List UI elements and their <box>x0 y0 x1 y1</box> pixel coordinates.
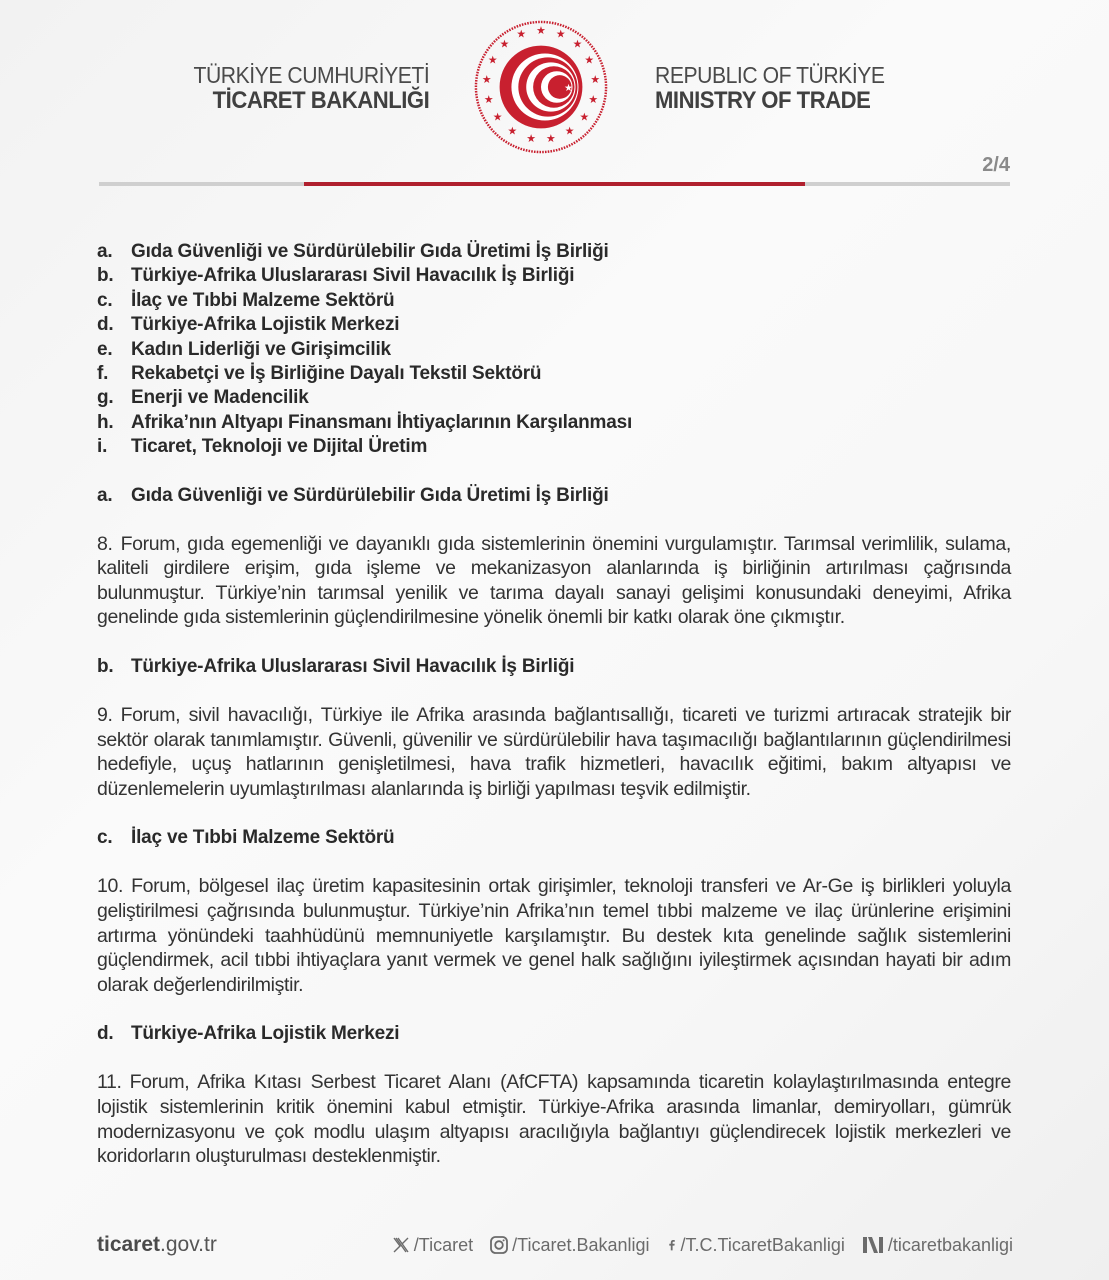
social-link-instagram[interactable]: /Ticaret.Bakanligi <box>489 1235 649 1256</box>
section-heading: a. Gıda Güvenliği ve Sürdürülebilir Gıda Üretimi İş Birliği <box>97 484 609 506</box>
topic-label: Türkiye-Afrika Uluslararası Sivil Havacılık İş Birliği <box>131 265 575 287</box>
svg-text:★: ★ <box>499 37 510 51</box>
paragraph-number: 9. <box>97 704 113 727</box>
svg-text:★: ★ <box>590 73 601 87</box>
section-heading: b. Türkiye-Afrika Uluslararası Sivil Havacılık İş Birliği <box>97 656 575 678</box>
page-progress-bar <box>99 182 1010 186</box>
topic-item: c. İlaç ve Tıbbi Malzeme Sektörü <box>97 289 1011 313</box>
section-paragraph: 10. Forum, bölgesel ilaç üretim kapasitesinin ortak girişimler, teknoloji transferi ve Ar-Ge iş birlikleri yoluyla geliştirilmesi çağrısında bulunmuştur. Türkiye’nin Afrika’nın temel tıbbi malzeme ve ilaç ürünlerine erişimini artırma yönündeki taahhüdünü memnuniyetle karşılamıştır. Bu destek kıta genelinde sağlık sistemlerini güçlendirmek, acil tıbbi ihtiyaçlara yanıt vermek ve genel halk sağlığını iyileştirmek açısından hayati bir adım olarak değerlendirilmiştir. <box>97 875 1011 996</box>
topic-item: d. Türkiye-Afrika Lojistik Merkezi <box>97 313 1011 337</box>
svg-text:★: ★ <box>492 110 503 124</box>
section-heading: d. Türkiye-Afrika Lojistik Merkezi <box>97 1023 400 1045</box>
svg-text:★: ★ <box>487 53 498 67</box>
svg-text:★: ★ <box>545 132 556 146</box>
section-logistics-hub <box>97 1022 1011 1168</box>
section-paragraph: 11. Forum, Afrika Kıtası Serbest Ticaret Alanı (AfCFTA) kapsamında ticaretin kolaylaştırılmasında entegre lojistik sistemlerinin kritik önemini kabul etmiştir. Türkiye-Afrika arasında limanlar, demiryolları, gümrük modernizasyonu ve çok modlu ulaşım altyapısı aracılığıyla bağlantıyı güçlendirecek lojistik merkezleri ve koridorların oluşturulması desteklenmiştir. <box>97 1071 1011 1168</box>
svg-text:★: ★ <box>507 124 518 138</box>
topic-item: i. Ticaret, Teknoloji ve Dijital Üretim <box>97 435 1011 459</box>
paragraph-number: 10. <box>97 875 124 898</box>
svg-text:★: ★ <box>483 92 494 106</box>
topic-item: f. Rekabetçi ve İş Birliğine Dayalı Tekstil Sektörü <box>97 362 1011 386</box>
x-twitter-icon <box>391 1235 411 1255</box>
svg-text:★: ★ <box>555 27 566 41</box>
svg-text:★: ★ <box>584 53 595 67</box>
page-header <box>0 0 1109 200</box>
svg-text:★: ★ <box>572 37 583 51</box>
social-links <box>391 1235 1013 1256</box>
svg-text:★: ★ <box>536 23 546 37</box>
section-heading: c. İlaç ve Tıbbi Malzeme Sektörü <box>97 827 395 849</box>
header-left-line2: TİCARET BAKANLIĞI <box>212 87 429 114</box>
svg-text:★: ★ <box>579 110 590 124</box>
section-civil-aviation <box>97 655 1011 801</box>
facebook-icon <box>666 1235 678 1255</box>
topic-label: Ticaret, Teknoloji ve Dijital Üretim <box>131 436 428 458</box>
topic-label: Gıda Güvenliği ve Sürdürülebilir Gıda Üretimi İş Birliği <box>131 241 609 262</box>
website-link[interactable]: ticaret.gov.tr <box>97 1233 217 1256</box>
topic-label: Kadın Liderliği ve Girişimcilik <box>131 338 391 360</box>
svg-text:★: ★ <box>588 92 599 106</box>
social-link-facebook[interactable]: /T.C.TicaretBakanligi <box>666 1235 845 1256</box>
topic-label: Türkiye-Afrika Lojistik Merkezi <box>131 314 400 336</box>
topic-label: Enerji ve Madencilik <box>131 387 309 409</box>
paragraph-number: 11. <box>97 1071 122 1094</box>
section-paragraph: 8. Forum, gıda egemenliği ve dayanıklı gıda sistemlerinin önemini vurgulamıştır. Tarımsal verimlilik, sulama, kaliteli girdilere erişim, gıda işleme ve mekanizasyon alanlarında iş birliğinin artırılması çağrısında bulunmuştur. Türkiye’nin tarımsal yenilik ve tarıma dayalı sanayi gelişimi konusundaki deneyimi, Afrika genelinde gıda sistemlerinin güçlendirilmesine yönelik önemli bir katkı olarak öne çıkmıştır. <box>97 532 1011 629</box>
header-turkish-title <box>173 62 429 114</box>
topic-item: h. Afrika’nın Altyapı Finansmanı İhtiyaçlarının Karşılanması <box>97 411 1011 435</box>
svg-text:★: ★ <box>564 124 575 138</box>
topic-item: b. Türkiye-Afrika Uluslararası Sivil Havacılık İş Birliği <box>97 264 1011 288</box>
social-link-nsosyal[interactable]: /ticaretbakanligi <box>861 1235 1013 1256</box>
nsosyal-icon <box>861 1235 885 1255</box>
header-right-line1: REPUBLIC OF TÜRKİYE <box>655 62 885 88</box>
svg-text:★: ★ <box>516 27 527 41</box>
topic-item: e. Kadın Liderliği ve Girişimcilik <box>97 338 1011 362</box>
header-left-line1: TÜRKİYE CUMHURİYETİ <box>193 62 429 88</box>
svg-text:★: ★ <box>564 82 574 94</box>
ministry-emblem-icon <box>472 18 610 156</box>
topic-item: a. Gıda Güvenliği ve Sürdürülebilir Gıda Üretimi İş Birliği <box>97 240 1011 264</box>
topic-label: Rekabetçi ve İş Birliğine Dayalı Tekstil Sektörü <box>131 363 542 385</box>
topic-label: İlaç ve Tıbbi Malzeme Sektörü <box>131 289 395 311</box>
topic-list <box>97 240 1011 460</box>
topic-item: g. Enerji ve Madencilik <box>97 386 1011 410</box>
paragraph-number: 8. <box>97 532 113 555</box>
svg-text:★: ★ <box>481 73 492 87</box>
instagram-icon <box>489 1235 509 1255</box>
header-english-title <box>655 62 905 114</box>
social-link-x[interactable]: /Ticaret <box>391 1235 473 1256</box>
page-progress-fill <box>304 182 805 186</box>
section-paragraph: 9. Forum, sivil havacılığı, Türkiye ile Afrika arasında bağlantısallığı, ticareti ve turizmi artıracak stratejik bir sektör olarak tanımlamıştır. Güvenli, güvenilir ve sürdürülebilir hava taşımacılığı bağlantılarının güçlendirilmesi hedefiyle, uçuş hatlarının genişletilmesi, hava trafik hizmetleri, havacılık eğitimi, bakım altyapısı ve düzenlemelerin uyumlaştırılması alanlarında iş birliği yapılması teşvik edilmiştir. <box>97 704 1011 800</box>
page-footer <box>97 1230 1013 1260</box>
header-right-line2: MINISTRY OF TRADE <box>655 87 871 114</box>
svg-text:★: ★ <box>526 132 537 146</box>
section-pharmaceuticals <box>97 826 1011 997</box>
page-number: 2/4 <box>982 154 1010 176</box>
topic-label: Afrika’nın Altyapı Finansmanı İhtiyaçlarının Karşılanması <box>131 411 633 433</box>
document-body <box>97 240 1011 1169</box>
section-food-security <box>97 484 1011 630</box>
